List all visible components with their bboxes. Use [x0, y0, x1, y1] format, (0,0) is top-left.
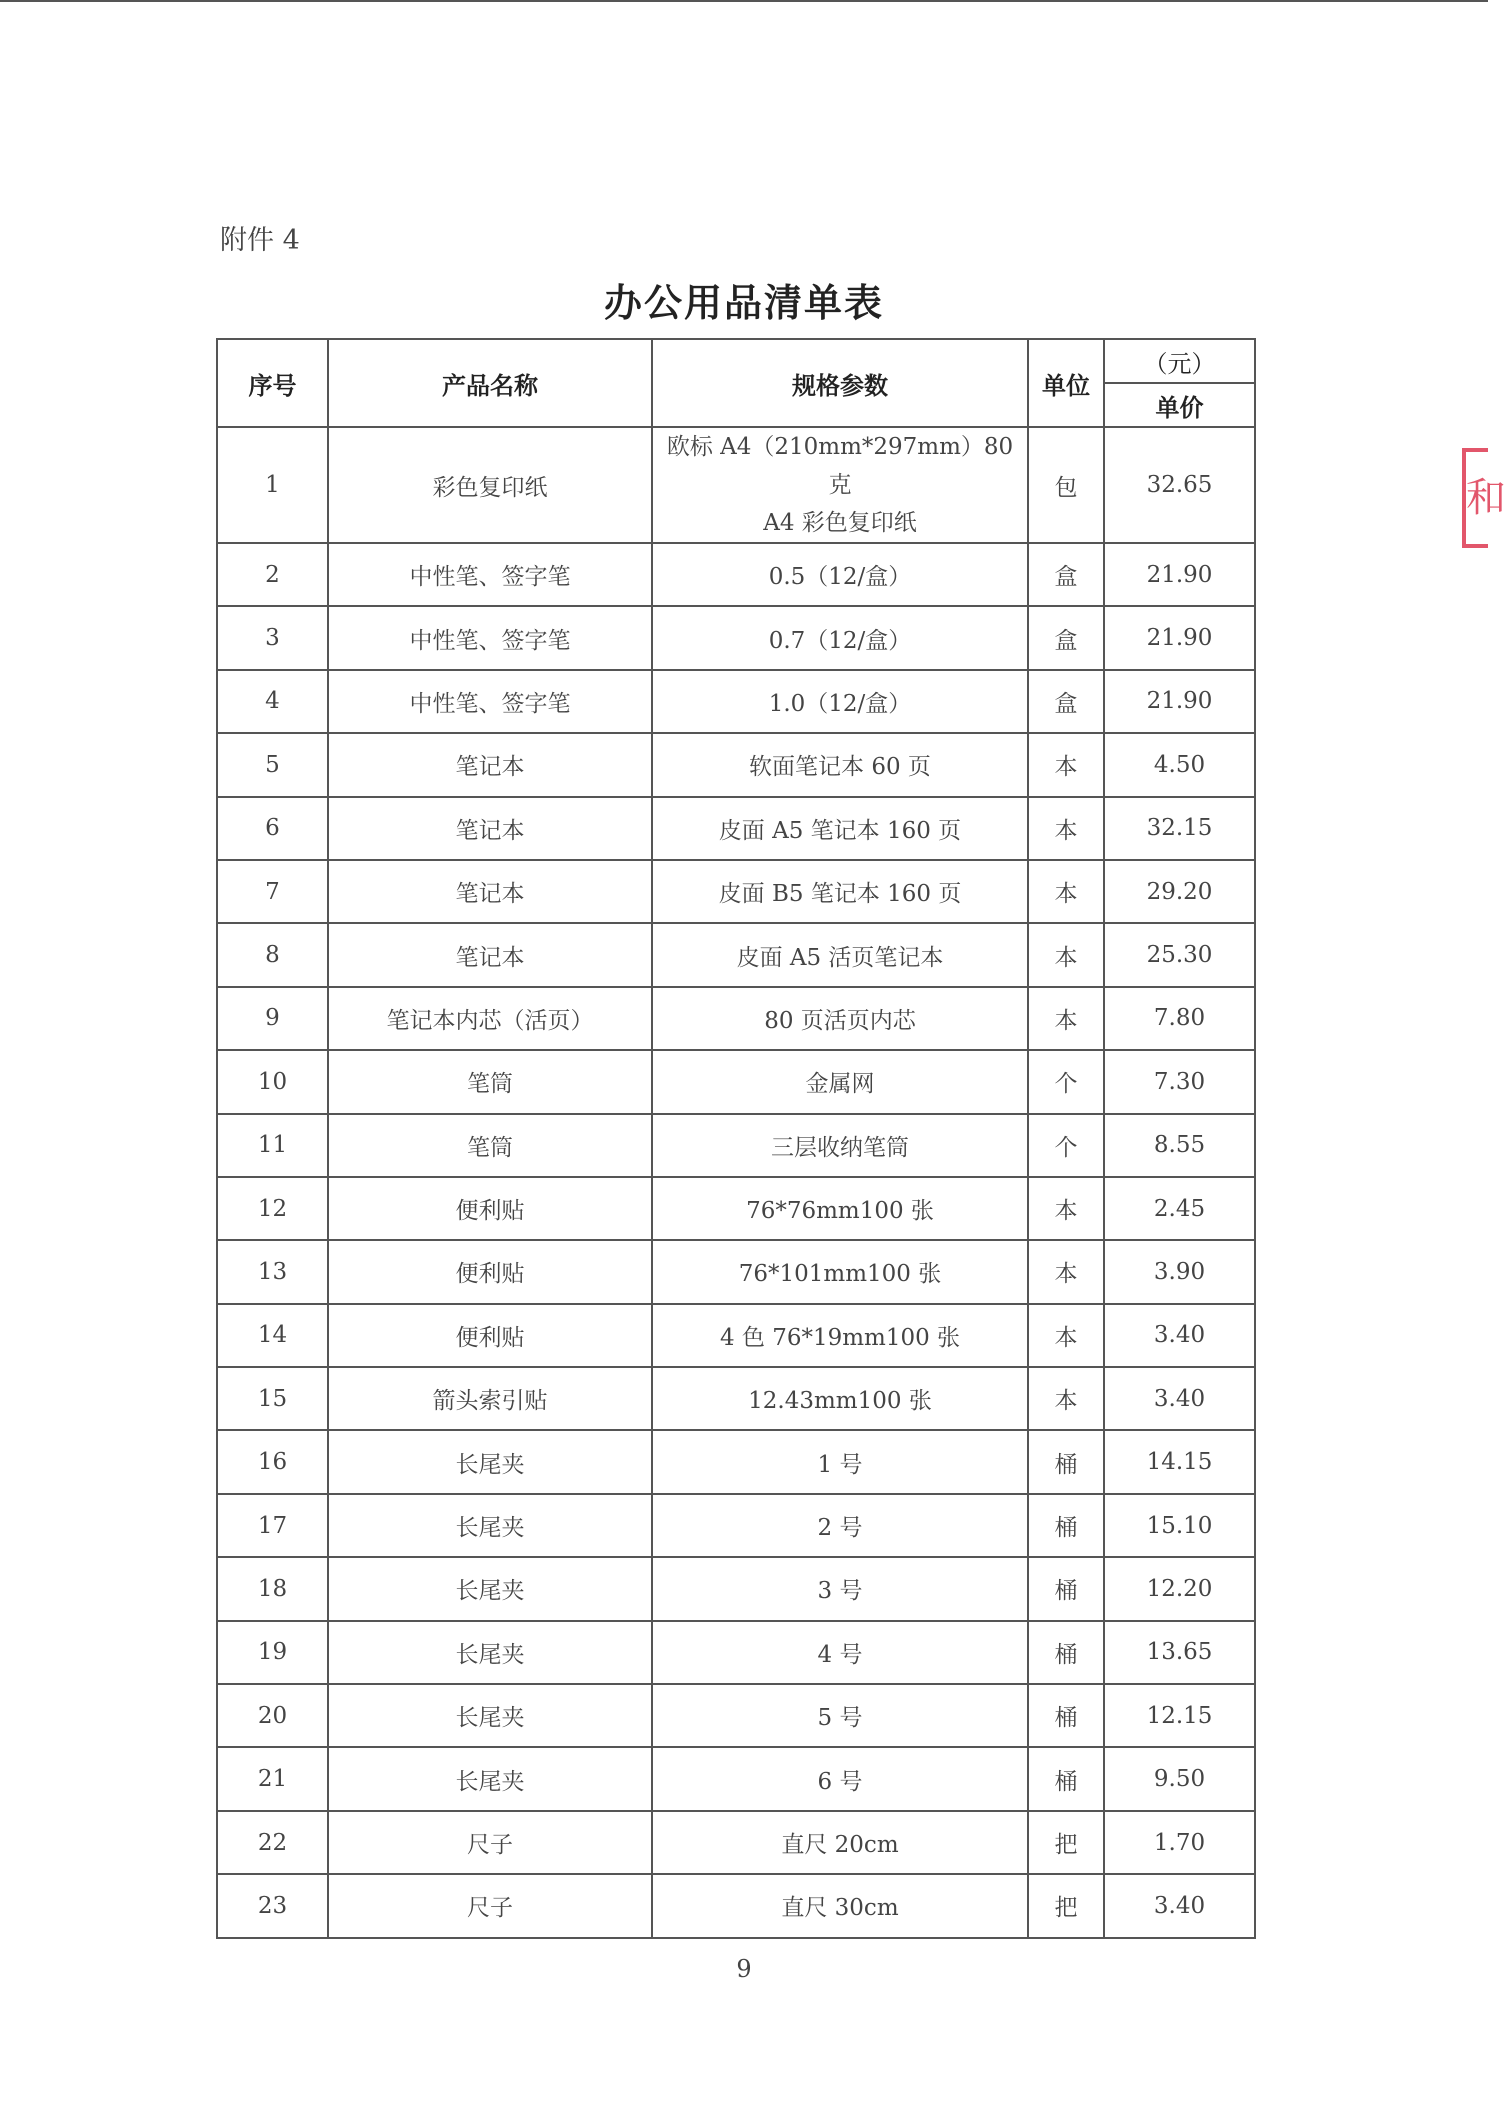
cell-unit: 包	[1028, 427, 1104, 543]
cell-spec: 4 色 76*19mm100 张	[652, 1304, 1028, 1367]
cell-seq: 15	[217, 1367, 328, 1430]
table-row	[217, 987, 1255, 1050]
cell-seq: 16	[217, 1430, 328, 1493]
table-row	[217, 1367, 1255, 1430]
cell-seq: 21	[217, 1747, 328, 1810]
cell-name: 箭头索引贴	[328, 1367, 652, 1430]
cell-name: 便利贴	[328, 1177, 652, 1240]
cell-price: 14.15	[1104, 1430, 1255, 1493]
cell-seq: 18	[217, 1557, 328, 1620]
cell-unit: 本	[1028, 1367, 1104, 1430]
cell-seq: 3	[217, 606, 328, 669]
cell-price: 9.50	[1104, 1747, 1255, 1810]
cell-price: 3.40	[1104, 1304, 1255, 1367]
table-row	[217, 1494, 1255, 1557]
cell-unit: 盒	[1028, 606, 1104, 669]
table-row	[217, 1557, 1255, 1620]
scan-top-border	[0, 0, 1488, 2]
cell-name: 长尾夹	[328, 1430, 652, 1493]
cell-unit: 盒	[1028, 670, 1104, 733]
cell-unit: 把	[1028, 1874, 1104, 1937]
cell-name: 笔筒	[328, 1114, 652, 1177]
cell-price: 7.80	[1104, 987, 1255, 1050]
header-name: 产品名称	[328, 339, 652, 427]
cell-name: 便利贴	[328, 1304, 652, 1367]
cell-spec-line: A4 彩色复印纸	[763, 510, 917, 536]
cell-seq: 1	[217, 427, 328, 543]
cell-name: 尺子	[328, 1811, 652, 1874]
table-row	[217, 1684, 1255, 1747]
cell-name: 便利贴	[328, 1240, 652, 1303]
cell-spec: 5 号	[652, 1684, 1028, 1747]
cell-name: 笔记本内芯（活页）	[328, 987, 652, 1050]
table-row	[217, 1430, 1255, 1493]
table-row	[217, 1747, 1255, 1810]
cell-unit: 桶	[1028, 1747, 1104, 1810]
cell-spec: 2 号	[652, 1494, 1028, 1557]
cell-unit: 本	[1028, 797, 1104, 860]
cell-price: 21.90	[1104, 606, 1255, 669]
table-row	[217, 860, 1255, 923]
cell-seq: 12	[217, 1177, 328, 1240]
cell-seq: 8	[217, 923, 328, 986]
cell-price: 3.40	[1104, 1367, 1255, 1430]
cell-spec: 76*76mm100 张	[652, 1177, 1028, 1240]
cell-spec: 1 号	[652, 1430, 1028, 1493]
cell-unit: 把	[1028, 1811, 1104, 1874]
cell-name: 长尾夹	[328, 1747, 652, 1810]
cell-unit: 个	[1028, 1114, 1104, 1177]
header-price: 单价	[1104, 383, 1255, 427]
cell-name: 笔记本	[328, 860, 652, 923]
table-row	[217, 1177, 1255, 1240]
cell-unit: 本	[1028, 733, 1104, 796]
table-row	[217, 797, 1255, 860]
cell-unit: 本	[1028, 1240, 1104, 1303]
attachment-label: 附件 4	[220, 225, 300, 256]
cell-unit: 桶	[1028, 1684, 1104, 1747]
table-row	[217, 733, 1255, 796]
cell-price: 13.65	[1104, 1621, 1255, 1684]
cell-seq: 11	[217, 1114, 328, 1177]
header-price-unit: （元）	[1104, 339, 1255, 383]
cell-spec: 12.43mm100 张	[652, 1367, 1028, 1430]
cell-seq: 6	[217, 797, 328, 860]
cell-unit: 本	[1028, 860, 1104, 923]
cell-name: 长尾夹	[328, 1621, 652, 1684]
cell-name: 笔记本	[328, 923, 652, 986]
cell-name: 中性笔、签字笔	[328, 670, 652, 733]
header-seq: 序号	[217, 339, 328, 427]
cell-spec: 6 号	[652, 1747, 1028, 1810]
cell-price: 12.15	[1104, 1684, 1255, 1747]
cell-spec: 直尺 30cm	[652, 1874, 1028, 1937]
cell-seq: 13	[217, 1240, 328, 1303]
table-row	[217, 1240, 1255, 1303]
cell-price: 15.10	[1104, 1494, 1255, 1557]
cell-price: 21.90	[1104, 543, 1255, 606]
cell-seq: 19	[217, 1621, 328, 1684]
cell-spec: 76*101mm100 张	[652, 1240, 1028, 1303]
red-seal-glyph: 和	[1462, 448, 1488, 548]
cell-seq: 9	[217, 987, 328, 1050]
header-spec: 规格参数	[652, 339, 1028, 427]
cell-seq: 17	[217, 1494, 328, 1557]
cell-unit: 盒	[1028, 543, 1104, 606]
cell-name: 长尾夹	[328, 1684, 652, 1747]
cell-seq: 23	[217, 1874, 328, 1937]
cell-name: 长尾夹	[328, 1557, 652, 1620]
cell-price: 29.20	[1104, 860, 1255, 923]
table-row	[217, 670, 1255, 733]
cell-price: 4.50	[1104, 733, 1255, 796]
cell-spec: 80 页活页内芯	[652, 987, 1028, 1050]
cell-price: 21.90	[1104, 670, 1255, 733]
cell-price: 8.55	[1104, 1114, 1255, 1177]
table-row	[217, 1114, 1255, 1177]
cell-name: 尺子	[328, 1874, 652, 1937]
table-row	[217, 543, 1255, 606]
table-row	[217, 1304, 1255, 1367]
cell-price: 2.45	[1104, 1177, 1255, 1240]
cell-price: 32.65	[1104, 427, 1255, 543]
cell-spec	[652, 427, 1028, 543]
table-row	[217, 923, 1255, 986]
cell-spec: 4 号	[652, 1621, 1028, 1684]
cell-spec: 软面笔记本 60 页	[652, 733, 1028, 796]
cell-seq: 7	[217, 860, 328, 923]
table-row	[217, 427, 1255, 543]
cell-spec: 0.5（12/盒）	[652, 543, 1028, 606]
cell-name: 笔记本	[328, 797, 652, 860]
cell-spec: 0.7（12/盒）	[652, 606, 1028, 669]
cell-unit: 桶	[1028, 1621, 1104, 1684]
cell-seq: 22	[217, 1811, 328, 1874]
table-row	[217, 606, 1255, 669]
cell-spec: 三层收纳笔筒	[652, 1114, 1028, 1177]
cell-spec: 3 号	[652, 1557, 1028, 1620]
cell-seq: 4	[217, 670, 328, 733]
cell-name: 笔记本	[328, 733, 652, 796]
cell-price: 7.30	[1104, 1050, 1255, 1113]
cell-seq: 20	[217, 1684, 328, 1747]
cell-spec-line: 欧标 A4（210mm*297mm）80 克	[666, 434, 1014, 498]
table-row	[217, 1050, 1255, 1113]
cell-price: 1.70	[1104, 1811, 1255, 1874]
table-row	[217, 1621, 1255, 1684]
cell-seq: 10	[217, 1050, 328, 1113]
cell-price: 12.20	[1104, 1557, 1255, 1620]
cell-unit: 桶	[1028, 1494, 1104, 1557]
cell-name: 彩色复印纸	[328, 427, 652, 543]
cell-unit: 本	[1028, 1304, 1104, 1367]
cell-spec: 直尺 20cm	[652, 1811, 1028, 1874]
cell-unit: 本	[1028, 923, 1104, 986]
office-supplies-table	[216, 338, 1256, 1939]
cell-unit: 本	[1028, 1177, 1104, 1240]
cell-unit: 桶	[1028, 1557, 1104, 1620]
cell-spec: 1.0（12/盒）	[652, 670, 1028, 733]
header-unit: 单位	[1028, 339, 1104, 427]
cell-seq: 2	[217, 543, 328, 606]
table-row	[217, 1811, 1255, 1874]
cell-spec: 金属网	[652, 1050, 1028, 1113]
cell-seq: 5	[217, 733, 328, 796]
cell-name: 中性笔、签字笔	[328, 606, 652, 669]
cell-name: 中性笔、签字笔	[328, 543, 652, 606]
cell-name: 长尾夹	[328, 1494, 652, 1557]
cell-name: 笔筒	[328, 1050, 652, 1113]
cell-price: 3.40	[1104, 1874, 1255, 1937]
cell-seq: 14	[217, 1304, 328, 1367]
cell-unit: 个	[1028, 1050, 1104, 1113]
page-number: 9	[736, 1955, 752, 1983]
table-row	[217, 1874, 1255, 1937]
cell-price: 32.15	[1104, 797, 1255, 860]
cell-spec: 皮面 A5 笔记本 160 页	[652, 797, 1028, 860]
cell-unit: 本	[1028, 987, 1104, 1050]
page-title: 办公用品清单表	[603, 280, 884, 325]
cell-price: 3.90	[1104, 1240, 1255, 1303]
cell-price: 25.30	[1104, 923, 1255, 986]
cell-unit: 桶	[1028, 1430, 1104, 1493]
table-body	[217, 427, 1255, 1938]
cell-spec: 皮面 B5 笔记本 160 页	[652, 860, 1028, 923]
cell-spec: 皮面 A5 活页笔记本	[652, 923, 1028, 986]
